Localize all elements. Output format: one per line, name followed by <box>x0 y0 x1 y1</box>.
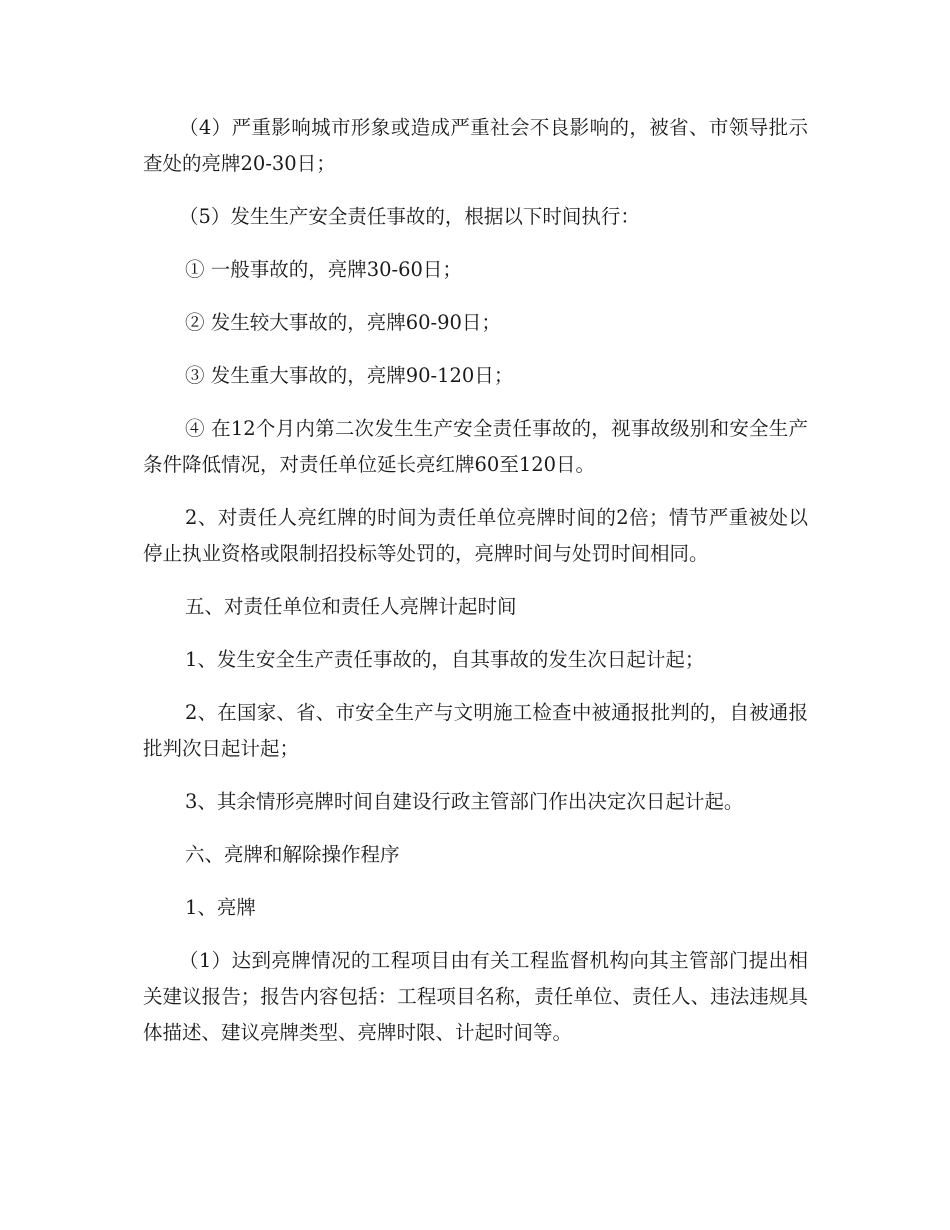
paragraph-subitem-4: ④ 在12个月内第二次发生生产安全责任事故的，视事故级别和安全生产条件降低情况，对责任单位延长亮红牌60至120日。 <box>143 417 808 476</box>
document-body <box>143 110 808 1068</box>
paragraph-start-time-2: 2、在国家、省、市安全生产与文明施工检查中被通报批判的，自被通报批判次日起计起； <box>143 701 808 760</box>
paragraph-item-5: （5）发生生产安全责任事故的，根据以下时间执行： <box>179 205 640 228</box>
paragraph-subitem-1: ① 一般事故的，亮牌30-60日； <box>185 258 462 281</box>
paragraph-start-time-3: 3、其余情形亮牌时间自建设行政主管部门作出决定次日起计起。 <box>185 790 744 813</box>
paragraph-responsible-person: 2、对责任人亮红牌的时间为责任单位亮牌时间的2倍；情节严重被处以停止执业资格或限制招投标等处罚的，亮牌时间与处罚时间相同。 <box>143 506 808 565</box>
paragraph-subitem-2: ② 发生较大事故的，亮牌60-90日； <box>185 311 501 334</box>
section-heading-five: 五、对责任单位和责任人亮牌计起时间 <box>185 595 517 618</box>
paragraph-start-time-1: 1、发生安全生产责任事故的，自其事故的发生次日起计起； <box>185 648 705 671</box>
section-heading-six: 六、亮牌和解除操作程序 <box>185 843 400 866</box>
paragraph-item-4: （4）严重影响城市形象或造成严重社会不良影响的，被省、市领导批示查处的亮牌20-30日； <box>143 116 808 175</box>
paragraph-procedure-1: （1）达到亮牌情况的工程项目由有关工程监督机构向其主管部门提出相关建议报告；报告内容包括：工程项目名称，责任单位、责任人、违法违规具体描述、建议亮牌类型、亮牌时限、计起时间等。 <box>143 949 808 1044</box>
subsection-heading-1: 1、亮牌 <box>185 896 256 919</box>
paragraph-subitem-3: ③ 发生重大事故的，亮牌90-120日； <box>185 364 514 387</box>
